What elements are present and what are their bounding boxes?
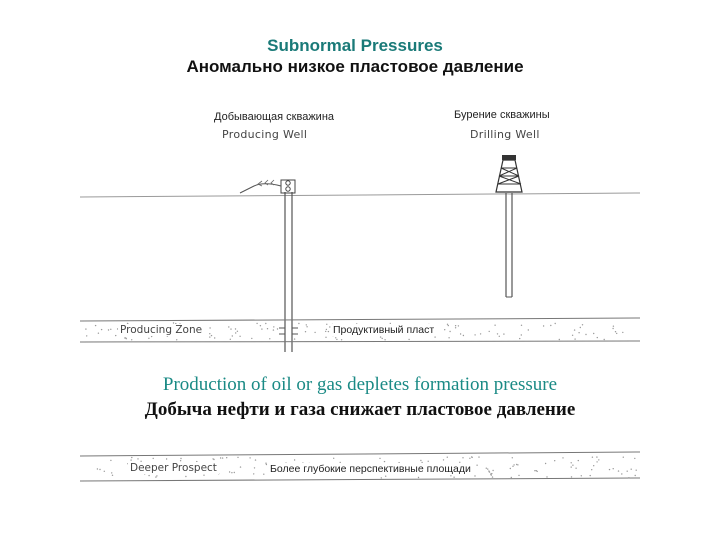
sand-speckle [443,459,444,460]
sand-speckle [448,337,449,338]
sand-speckle [314,332,315,333]
sand-speckle [180,458,181,459]
sand-speckle [627,471,628,472]
sand-speckle [209,327,210,328]
sand-speckle [229,471,230,472]
sand-speckle [536,470,537,471]
sand-speckle [381,477,382,478]
sand-speckle [263,474,264,475]
sand-speckle [612,328,613,329]
sand-speckle [240,466,241,467]
sand-speckle [628,477,629,478]
sand-speckle [497,333,498,334]
sand-speckle [615,331,616,332]
sand-speckle [277,328,278,329]
sand-speckle [379,458,380,459]
sand-speckle [214,337,215,338]
sand-speckle [269,338,270,339]
sand-speckle [512,457,513,458]
sand-speckle [222,457,223,458]
sand-speckle [98,333,99,334]
sand-speckle [458,325,459,326]
sand-speckle [418,477,419,478]
sand-speckle [597,337,598,338]
sand-speckle [237,331,238,332]
sand-speckle [591,469,592,470]
sand-speckle [480,333,481,334]
sand-speckle [428,461,429,462]
sand-speckle [518,475,519,476]
sand-speckle [408,339,409,340]
deeper-prospect-label-en: Deeper Prospect [130,462,217,474]
sand-speckle [294,459,295,460]
sand-speckle [622,332,623,333]
sand-speckle [471,456,472,457]
sand-speckle [230,339,231,340]
sand-speckle [235,328,236,329]
sand-speckle [499,336,500,337]
producing-well-label-en: Producing Well [222,128,308,141]
sand-speckle [203,475,204,476]
title-english: Subnormal Pressures [267,36,443,55]
sand-speckle [596,461,597,462]
sand-speckle [474,475,475,476]
sand-speckle [512,466,513,467]
sand-speckle [593,333,594,334]
sand-speckle [585,334,586,335]
sand-speckle [110,329,111,330]
sand-speckle [592,457,593,458]
sand-speckle [273,329,274,330]
sand-speckle [326,324,327,325]
sand-speckle [486,468,487,469]
sand-speckle [511,477,512,478]
sand-speckle [613,326,614,327]
sand-speckle [582,324,583,325]
sand-speckle [148,475,149,476]
sand-speckle [130,459,131,460]
sand-speckle [420,460,421,461]
sand-speckle [491,473,492,474]
sand-speckle [521,334,522,335]
sand-speckle [516,464,517,465]
sand-speckle [469,458,470,459]
sand-speckle [95,325,96,326]
deeper-prospect-label-ru: Более глубокие перспективные площади [270,463,471,475]
sand-speckle [230,328,231,329]
sand-speckle [462,457,463,458]
sand-speckle [260,325,261,326]
sand-speckle [453,477,454,478]
sand-speckle [578,332,579,333]
ground-surface-line [80,193,640,197]
sand-speckle [239,336,240,337]
sand-speckle [254,467,255,468]
sand-speckle [237,457,238,458]
producing-well [240,180,298,352]
sand-speckle [255,459,256,460]
sand-speckle [335,337,336,338]
sand-speckle [491,474,492,475]
producing-zone-label-en: Producing Zone [120,324,203,336]
caption-russian: Добыча нефти и газа снижает пластовое давление [144,399,576,420]
sand-speckle [494,325,495,326]
sand-speckle [265,463,266,464]
sand-speckle [231,472,232,473]
sand-speckle [166,458,167,459]
sand-speckle [598,459,599,460]
sand-speckle [111,472,112,473]
sand-speckle [131,339,132,340]
sand-speckle [574,338,575,339]
sand-speckle [306,326,307,327]
sand-speckle [336,339,337,340]
sand-speckle [226,457,227,458]
sand-speckle [578,460,579,461]
sand-speckle [571,462,572,463]
sand-speckle [546,476,547,477]
sand-speckle [220,457,221,458]
sand-speckle [447,457,448,458]
sand-speckle [616,333,617,334]
sand-speckle [380,336,381,337]
sand-speckle [572,465,573,466]
sand-speckle [528,329,529,330]
sand-speckle [341,339,342,340]
sand-speckle [623,457,624,458]
sand-speckle [256,323,257,324]
wellhead-valve-icon [286,181,290,185]
sand-speckle [571,466,572,467]
drilling-well-label-ru: Бурение скважины [454,109,550,121]
sand-speckle [618,470,619,471]
sand-speckle [513,464,514,465]
sand-speckle [554,460,555,461]
sand-speckle [228,326,229,327]
sand-speckle [306,324,307,325]
sand-speckle [185,476,186,477]
sand-speckle [559,339,560,340]
sand-speckle [596,456,597,457]
sand-speckle [211,335,212,336]
sand-speckle [463,335,464,336]
sand-speckle [447,324,448,325]
sand-speckle [209,333,210,334]
sand-speckle [249,457,250,458]
sand-speckle [385,476,386,477]
sand-speckle [101,329,102,330]
sand-speckle [460,333,461,334]
sand-speckle [510,468,511,469]
sand-speckle [478,456,479,457]
sand-speckle [155,476,156,477]
sand-speckle [148,338,149,339]
sand-speckle [455,325,456,326]
drilling-well-label-en: Drilling Well [470,128,540,141]
caption-english: Production of oil or gas depletes formation pressure [162,374,558,395]
sand-speckle [265,323,266,324]
sand-speckle [176,339,177,340]
sand-speckle [333,458,334,459]
wellhead-valve-icon [286,187,290,191]
sand-speckle [521,325,522,326]
sand-speckle [604,339,605,340]
sand-speckle [325,331,326,332]
sand-speckle [213,459,214,460]
sand-speckle [534,470,535,471]
sand-speckle [631,469,632,470]
sand-speckle [444,329,445,330]
sand-speckle [266,464,267,465]
sand-speckle [609,469,610,470]
sand-speckle [104,471,105,472]
sand-speckle [108,329,109,330]
sand-speckle [234,472,235,473]
sand-speckle [137,458,138,459]
sand-speckle [455,327,456,328]
sand-speckle [273,326,274,327]
sand-speckle [574,329,575,330]
sand-speckle [325,337,326,338]
sand-speckle [636,470,637,471]
sand-speckle [492,476,493,477]
sand-speckle [634,458,635,459]
sand-speckle [235,332,236,333]
sand-speckle [382,338,383,339]
sand-speckle [434,336,435,337]
sand-speckle [261,328,262,329]
derrick-crown [502,155,516,160]
sand-speckle [503,333,504,334]
producing-well-label-ru: Добывающая скважина [214,111,335,123]
sand-speckle [450,475,451,476]
sand-speckle [590,475,591,476]
sand-speckle [97,468,98,469]
sand-speckle [112,475,113,476]
sand-speckle [232,335,233,336]
sand-speckle [209,336,210,337]
sand-speckle [267,328,268,329]
sand-speckle [85,328,86,329]
sand-speckle [328,331,329,332]
sand-speckle [156,475,157,476]
sand-speckle [555,323,556,324]
sand-speckle [253,473,254,474]
sand-speckle [153,458,154,459]
sand-speckle [86,335,87,336]
sand-speckle [99,469,100,470]
sand-speckle [115,335,116,336]
sand-speckle [489,331,490,332]
sand-speckle [326,329,327,330]
sand-speckle [489,471,490,472]
sand-speckle [305,331,306,332]
sand-speckle [543,325,544,326]
sand-speckle [131,457,132,458]
producing-zone-label-ru: Продуктивный пласт [333,324,435,336]
sand-speckle [581,475,582,476]
sand-speckle [126,338,127,339]
sand-speckle [575,468,576,469]
sand-speckle [449,331,450,332]
flowline-arrow-icon [258,180,274,186]
sand-speckle [519,338,520,339]
sand-speckle [545,463,546,464]
sand-speckle [517,464,518,465]
sand-speckle [474,334,475,335]
sand-speckle [124,337,125,338]
sand-speckle [110,460,111,461]
sand-speckle [384,339,385,340]
sand-speckle [562,457,563,458]
sand-speckle [635,475,636,476]
sand-speckle [580,327,581,328]
sand-speckle [294,338,295,339]
drilling-well [496,155,522,297]
sand-speckle [550,325,551,326]
title-russian: Аномально низкое пластовое давление [186,57,524,76]
sand-speckle [487,468,488,469]
sand-speckle [492,470,493,471]
sand-speckle [571,476,572,477]
sand-speckle [151,336,152,337]
sand-speckle [251,338,252,339]
sand-speckle [476,465,477,466]
sand-speckle [621,473,622,474]
sand-speckle [593,465,594,466]
sand-speckle [613,468,614,469]
sand-speckle [572,335,573,336]
sand-speckle [448,325,449,326]
sand-speckle [298,323,299,324]
